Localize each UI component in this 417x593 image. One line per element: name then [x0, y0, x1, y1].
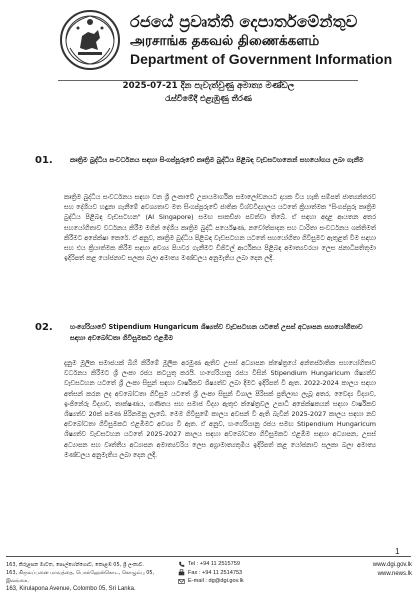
- phone-icon: [178, 561, 185, 568]
- address-tamil: 163, கிருலப்பனை மாவத்தை, பொல்ஹேன்கொட, கொழும்பு 05, இலங்கை.: [6, 570, 155, 584]
- fax-number: Fax : +94 11 2514753: [188, 569, 243, 576]
- letterhead: [0, 6, 417, 78]
- item-number: 01.: [35, 155, 53, 166]
- item-body: දැනුම මූලික සමාජයක් බිහි කිරීමේ මූලික අරමුණ ඇතිව උසස් අධ්‍යාපන ක්ෂේත්‍රයේ අන්තර්ජාතික සහයෝගිතාව වර්ධනය කිරීමට ශ්‍රී ලංකා රජය කටයුතු කරයි. හංගේරියානු රජය විසින් Stipendium Hungaricum ශිෂ්‍යත්ව වැඩසටහන යටතේ ශ්‍රී ලංකා සිසුන් සඳහා වාර්ෂිකව ශිෂ්‍යත්ව ලබා දීමට ඉදිරිපත් වී ඇත. 2022-2024 කාලය සඳහා අත්සන් කරන ලද අවබෝධතා ගිවිසුම යටතේ ශ්‍රී ලංකා සිසුන් විශාල පිරිසක් ප්‍රතිලාභ ලැබූ අතර, වෛද්‍ය විද්‍යාව, ඉංජිනේරු විද්‍යාව, තාක්ෂණය, ගණිතය සහ සමාජ විද්‍යා ඇතුළු ක්ෂේත්‍රවල උපාධි අපේක්ෂකයන් සඳහා වාර්ෂිකව ශිෂ්‍යත්ව 20ක් පමණ පිරිනමනු ලැබේ. මෙම ගිවිසුමේ කාලය අවසන් වී ඇති බැවින් 2025-2027 කාලය සඳහා නව අවබෝධතා ගිවිසුමකට එළඹීමට අවශ්‍ය වී ඇත. ඒ අනුව, හංගේරියානු රජය සමඟ Stipendium Hungaricum ශිෂ්‍යත්ව වැඩසටහන යටතේ 2025-2027 කාලය සඳහා අවබෝධතා ගිවිසුමකට එළඹීම සඳහා අධ්‍යාපන, උසස් අධ්‍යාපන සහ වෘත්තීය අධ්‍යාපන අමාත්‍යවරිය ලෙස අග්‍රාමාත්‍යතුමිය ඉදිරිපත් කළ යෝජනාව සලකා බලා අමාත්‍ය මණ්ඩලය අනුමැතිය ලබා දෙන ලදී.: [64, 359, 376, 459]
- tel-number: Tel : +94 11 2515759: [188, 561, 240, 567]
- email-icon: [178, 578, 185, 585]
- release-title: [0, 80, 417, 105]
- item-heading: හංගේරියාවේ Stipendium Hungaricum ශිෂ්‍යත්ව වැඩසටහන යටතේ උසස් අධ්‍යාපන සහයෝගීතාව සඳහා අවබෝධතා ගිවිසුමකට එළඹීම: [70, 323, 363, 342]
- footer-websites: [340, 561, 412, 578]
- website-link-dgi[interactable]: www.dgi.gov.lk: [372, 562, 412, 568]
- fax-icon: [178, 569, 185, 576]
- release-subtitle-line: රැස්වීමේදී එළැඹුණු තීරණ: [165, 94, 252, 103]
- footer-contact: [178, 560, 328, 586]
- department-name-sinhala: රජයේ ප්‍රවෘත්ති දෙපාර්තමේන්තුව: [130, 12, 358, 31]
- footer: [0, 556, 417, 590]
- national-emblem-icon: [58, 8, 122, 72]
- footer-address: [6, 561, 176, 593]
- item-number: 02.: [35, 322, 53, 333]
- website-link-news[interactable]: www.news.lk: [377, 570, 412, 577]
- department-name-tamil: அரசாங்க தகவல் திணைக்களம்: [130, 33, 320, 49]
- footer-divider: [6, 556, 411, 557]
- contact-email[interactable]: [178, 577, 328, 586]
- release-title-line: 2025-07-21 දින පැවැත්වුණු අමාත්‍ය මණ්ඩල: [122, 81, 295, 91]
- contact-fax: [178, 569, 328, 578]
- address-english: 163, Kirulapona Avenue, Colombo 05, Sri Lanka.: [6, 586, 136, 592]
- contact-tel: [178, 560, 328, 569]
- item-body: කෘත්‍රිම බුද්ධිය සංවර්ධනය සඳහා වන ශ්‍රී ලංකාවේ උපායමාර්ගික සමාලෝචනයට දායක විය හැකි සම්පත් ජාත්‍යන්තරව සහ දේශීයව හඳුනා ගැනීමේ අවශ්‍යතාව මත සිංගප්පූරුවේ ජාතික විශ්වවිද්‍යාලය යටතේ ක්‍රියාත්මක "සිංගප්පූරු කෘත්‍රිම බුද්ධිය පිළිබඳ වැඩසටහන" (AI Singapore) සමඟ සාකච්ඡා පවත්වා තිබේ. ඒ සඳහා අදාළ ආයතන අතර සහයෝගීතාව වර්ධනය කිරීම මගින් දේශීය කෘත්‍රිම බුද්ධි පර්යේෂණ, නවෝත්පාදන සහ ධාරිතා සංවර්ධනය ශක්තිමත් කිරීමට අපේක්ෂා කෙරේ. ඒ අනුව, කෘත්‍රිම බුද්ධිය පිළිබඳ වැඩසටහන යටතේ සහයෝගිතා ගිවිසුමට ඇතුළත් වීම සඳහා සහ එය ක්‍රියාත්මක කිරීම සඳහා අවශ්‍ය පියවර ගැනීමට ඩිජිටල් ආර්ථිකය පිළිබඳ අමාත්‍යවරයා ලෙස ජනාධිපතිතුමා ඉදිරිපත් කළ යෝජනාව සලකා බලා අමාත්‍ය මණ්ඩලය අනුමැතිය ලබා දෙන ලදී.: [64, 193, 376, 263]
- address-sinhala: 163, කිරුළපන මාවත, පොල්හේන්ගොඩ, කොළඹ 05, ශ්‍රී ලංකාව.: [6, 562, 144, 568]
- item-heading: කෘත්‍රිම බුද්ධිය සංවර්ධනය සඳහා සිංගප්පූරුවේ කෘත්‍රිම බුද්ධිය පිළිබඳ වැඩසටහනෙන් සහයෝගය ලබා ගැනීම: [70, 156, 364, 164]
- email-address[interactable]: E-mail : dg@dgi.gov.lk: [188, 578, 244, 584]
- department-name-english: Department of Government Information: [130, 51, 393, 67]
- page-number: 1: [395, 547, 400, 556]
